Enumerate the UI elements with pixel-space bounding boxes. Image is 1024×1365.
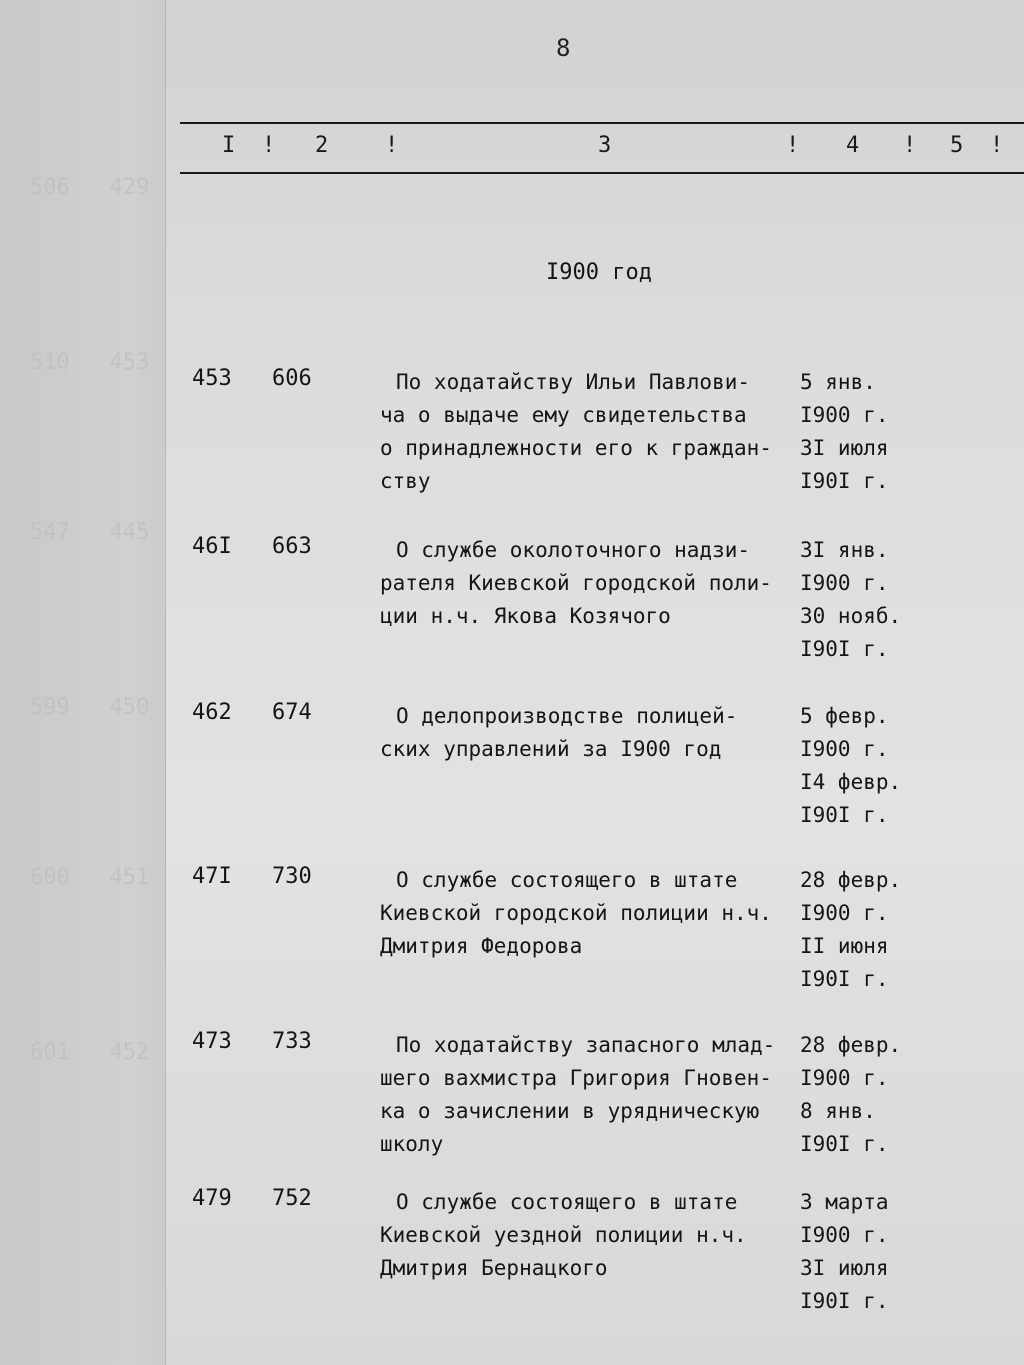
description-line: шего вахмистра Григория Гновен- (380, 1066, 772, 1090)
bleed-through-text: 506 429 (30, 175, 150, 200)
date-line: II июня (800, 934, 889, 958)
description-line: Киевской уездной полиции н.ч. (380, 1223, 747, 1247)
header-col-4: 4 (846, 133, 860, 158)
entry-dates (800, 700, 920, 832)
entry-dates (800, 534, 920, 666)
entry-description (380, 366, 800, 498)
description-line: О делопроизводстве полицей- (396, 704, 738, 728)
date-line: 28 февр. (800, 1033, 902, 1057)
description-line: рателя Киевской городской поли- (380, 571, 772, 595)
table-row (0, 366, 1024, 516)
description-line: ских управлений за I900 год (380, 737, 722, 761)
table-row (0, 700, 1024, 850)
description-line: Дмитрия Бернацкого (380, 1256, 608, 1280)
bleed-through-text: 510 453 (30, 350, 150, 375)
description-line: ка о зачислении в урядническую (380, 1099, 760, 1123)
header-col-5: 5 (950, 133, 964, 158)
description-line: ча о выдаче ему свидетельства (380, 403, 747, 427)
date-line: 5 янв. (800, 370, 876, 394)
header-bottom-rule (180, 172, 1024, 174)
date-line: I900 г. (800, 1223, 889, 1247)
entry-description (380, 1186, 800, 1285)
header-separator: ! (903, 133, 917, 158)
description-line: Киевской городской полиции н.ч. (380, 901, 772, 925)
date-line: I4 февр. (800, 770, 902, 794)
date-line: I90I г. (800, 469, 889, 493)
date-line: 3I июля (800, 1256, 889, 1280)
table-row (0, 534, 1024, 684)
entry-description (380, 864, 800, 963)
file-number: 663 (272, 534, 312, 559)
bleed-through-text: 600 451 (30, 865, 150, 890)
entry-number: 47I (192, 864, 232, 889)
date-line: 3 марта (800, 1190, 889, 1214)
entry-number: 473 (192, 1029, 232, 1054)
entry-dates (800, 864, 920, 996)
description-line: О службе околоточного надзи- (396, 538, 751, 562)
date-line: I900 г. (800, 403, 889, 427)
entry-description (380, 700, 800, 766)
header-col-3: 3 (598, 133, 612, 158)
date-line: I90I г. (800, 1132, 889, 1156)
description-line: О службе состоящего в штате (396, 1190, 738, 1214)
date-line: I900 г. (800, 901, 889, 925)
date-line: 30 нояб. (800, 604, 902, 628)
date-line: 5 февр. (800, 704, 889, 728)
date-line: 3I июля (800, 436, 889, 460)
date-line: 28 февр. (800, 868, 902, 892)
page-number: 8 (556, 34, 571, 62)
date-line: I900 г. (800, 571, 889, 595)
table-row (0, 1186, 1024, 1336)
entry-description (380, 534, 800, 633)
entry-dates (800, 1186, 920, 1318)
description-line: о принадлежности его к граждан- (380, 436, 772, 460)
file-number: 674 (272, 700, 312, 725)
description-line: ству (380, 469, 431, 493)
header-col-2: 2 (315, 133, 329, 158)
bleed-through-text: 601 452 (30, 1040, 150, 1065)
description-line: О службе состоящего в штате (396, 868, 738, 892)
bleed-through-text: 547 445 (30, 520, 150, 545)
date-line: I90I г. (800, 1289, 889, 1313)
description-line: Дмитрия Федорова (380, 934, 583, 958)
entry-number: 46I (192, 534, 232, 559)
entry-number: 453 (192, 366, 232, 391)
file-number: 733 (272, 1029, 312, 1054)
year-heading: I900 год (546, 260, 652, 285)
header-separator: ! (990, 133, 1004, 158)
table-row (0, 1029, 1024, 1179)
file-number: 730 (272, 864, 312, 889)
bleed-through-text: 599 450 (30, 695, 150, 720)
header-separator: ! (786, 133, 800, 158)
entry-number: 462 (192, 700, 232, 725)
date-line: I90I г. (800, 637, 889, 661)
description-line: По ходатайству Ильи Павлови- (396, 370, 751, 394)
entry-description (380, 1029, 800, 1161)
date-line: I90I г. (800, 967, 889, 991)
file-number: 752 (272, 1186, 312, 1211)
entry-dates (800, 1029, 920, 1161)
description-line: ции н.ч. Якова Козячого (380, 604, 671, 628)
header-top-rule (180, 122, 1024, 124)
description-line: По ходатайству запасного млад- (396, 1033, 776, 1057)
date-line: I900 г. (800, 737, 889, 761)
date-line: I900 г. (800, 1066, 889, 1090)
date-line: 3I янв. (800, 538, 889, 562)
date-line: I90I г. (800, 803, 889, 827)
entry-number: 479 (192, 1186, 232, 1211)
table-row (0, 864, 1024, 1014)
file-number: 606 (272, 366, 312, 391)
header-col-1: I (222, 133, 236, 158)
date-line: 8 янв. (800, 1099, 876, 1123)
header-separator: ! (262, 133, 276, 158)
header-separator: ! (385, 133, 399, 158)
description-line: школу (380, 1132, 444, 1156)
entry-dates (800, 366, 920, 498)
